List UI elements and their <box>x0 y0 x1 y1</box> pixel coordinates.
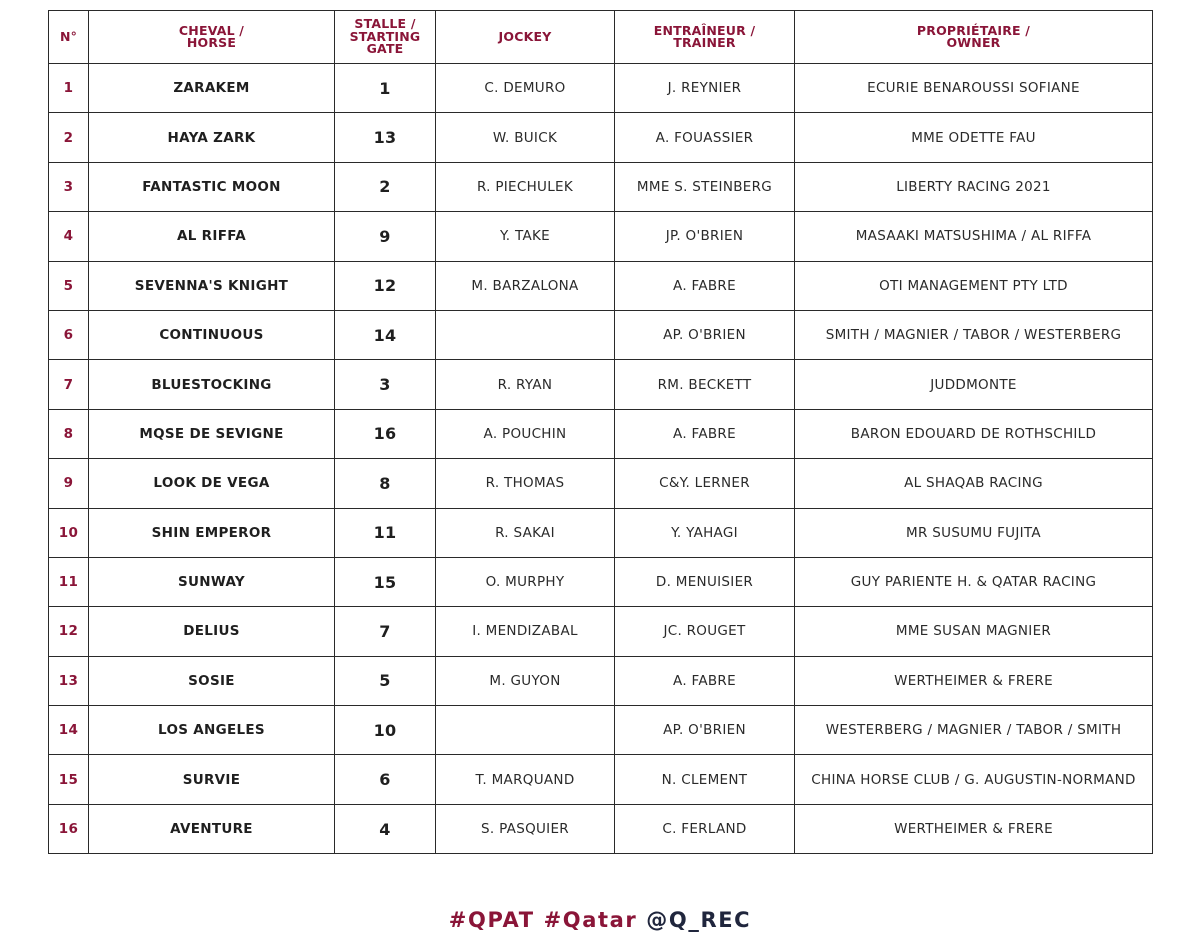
jockey-name <box>436 310 615 359</box>
owner-name: WESTERBERG / MAGNIER / TABOR / SMITH <box>795 706 1153 755</box>
horse-name: AVENTURE <box>89 804 335 853</box>
horse-name: SEVENNA'S KNIGHT <box>89 261 335 310</box>
horse-name: BLUESTOCKING <box>89 360 335 409</box>
hashtag-qpat: #QPAT <box>448 908 535 932</box>
owner-name: MME SUSAN MAGNIER <box>795 607 1153 656</box>
runner-number: 5 <box>49 261 89 310</box>
runner-number: 12 <box>49 607 89 656</box>
trainer-name: D. MENUISIER <box>615 557 795 606</box>
starting-gate: 14 <box>335 310 436 359</box>
owner-name: LIBERTY RACING 2021 <box>795 162 1153 211</box>
horse-name: LOS ANGELES <box>89 706 335 755</box>
header-trainer <box>615 11 795 64</box>
horse-name: SHIN EMPEROR <box>89 508 335 557</box>
header-trainer-line-1: ENTRAÎNEUR / <box>653 22 756 38</box>
table-row <box>49 113 1153 162</box>
table-row <box>49 656 1153 705</box>
trainer-name: N. CLEMENT <box>615 755 795 804</box>
jockey-name: R. THOMAS <box>436 459 615 508</box>
starting-gate: 6 <box>335 755 436 804</box>
owner-name: SMITH / MAGNIER / TABOR / WESTERBERG <box>795 310 1153 359</box>
runner-number: 3 <box>49 162 89 211</box>
starting-gate: 4 <box>335 804 436 853</box>
owner-name: AL SHAQAB RACING <box>795 459 1153 508</box>
trainer-name: MME S. STEINBERG <box>615 162 795 211</box>
starting-gate: 3 <box>335 360 436 409</box>
header-jockey <box>436 11 615 64</box>
horse-name: FANTASTIC MOON <box>89 162 335 211</box>
table-row <box>49 360 1153 409</box>
owner-name: WERTHEIMER & FRERE <box>795 804 1153 853</box>
runner-number: 4 <box>49 212 89 261</box>
owner-name: WERTHEIMER & FRERE <box>795 656 1153 705</box>
runner-number: 9 <box>49 459 89 508</box>
jockey-name: Y. TAKE <box>436 212 615 261</box>
table-row <box>49 212 1153 261</box>
horse-name: SUNWAY <box>89 557 335 606</box>
trainer-name: A. FABRE <box>615 409 795 458</box>
horse-name: SURVIE <box>89 755 335 804</box>
owner-name: GUY PARIENTE H. & QATAR RACING <box>795 557 1153 606</box>
horse-name: DELIUS <box>89 607 335 656</box>
runner-number: 6 <box>49 310 89 359</box>
starting-gate: 11 <box>335 508 436 557</box>
table-row <box>49 804 1153 853</box>
starting-gate: 9 <box>335 212 436 261</box>
trainer-name: J. REYNIER <box>615 64 795 113</box>
jockey-name: W. BUICK <box>436 113 615 162</box>
header-gate-line-3: GATE <box>366 41 404 57</box>
header-owner <box>795 11 1153 64</box>
starting-gate: 2 <box>335 162 436 211</box>
runner-number: 2 <box>49 113 89 162</box>
runner-number: 8 <box>49 409 89 458</box>
header-number-label: N° <box>59 28 78 44</box>
table-row <box>49 64 1153 113</box>
horse-name: HAYA ZARK <box>89 113 335 162</box>
header-row <box>49 11 1153 64</box>
runner-number: 7 <box>49 360 89 409</box>
header-trainer-line-2: TRAINER <box>673 35 736 50</box>
trainer-name: Y. YAHAGI <box>615 508 795 557</box>
runners-sheet <box>48 10 1152 854</box>
owner-name: ECURIE BENAROUSSI SOFIANE <box>795 64 1153 113</box>
starting-gate: 12 <box>335 261 436 310</box>
jockey-name: R. SAKAI <box>436 508 615 557</box>
hashtag-qatar: #Qatar <box>543 908 638 932</box>
owner-name: MME ODETTE FAU <box>795 113 1153 162</box>
header-jockey-label: JOCKEY <box>498 28 552 44</box>
runner-number: 13 <box>49 656 89 705</box>
table-body <box>49 64 1153 854</box>
trainer-name: A. FABRE <box>615 261 795 310</box>
runner-number: 1 <box>49 64 89 113</box>
starting-gate: 1 <box>335 64 436 113</box>
header-gate-line-1: STALLE / <box>354 16 416 32</box>
table-row <box>49 162 1153 211</box>
table-row <box>49 508 1153 557</box>
horse-name: MQSE DE SEVIGNE <box>89 409 335 458</box>
header-owner-line-2: OWNER <box>946 35 1001 50</box>
table-row <box>49 261 1153 310</box>
owner-name: JUDDMONTE <box>795 360 1153 409</box>
runner-number: 11 <box>49 557 89 606</box>
trainer-name: C&Y. LERNER <box>615 459 795 508</box>
horse-name: LOOK DE VEGA <box>89 459 335 508</box>
handle-q-rec: @Q_REC <box>646 908 752 932</box>
starting-gate: 15 <box>335 557 436 606</box>
trainer-name: AP. O'BRIEN <box>615 706 795 755</box>
jockey-name: M. GUYON <box>436 656 615 705</box>
starting-gate: 5 <box>335 656 436 705</box>
trainer-name: JP. O'BRIEN <box>615 212 795 261</box>
horse-name: SOSIE <box>89 656 335 705</box>
owner-name: OTI MANAGEMENT PTY LTD <box>795 261 1153 310</box>
trainer-name: A. FOUASSIER <box>615 113 795 162</box>
trainer-name: JC. ROUGET <box>615 607 795 656</box>
starting-gate: 8 <box>335 459 436 508</box>
owner-name: CHINA HORSE CLUB / G. AUGUSTIN-NORMAND <box>795 755 1153 804</box>
starting-gate: 7 <box>335 607 436 656</box>
table-row <box>49 459 1153 508</box>
hashtag-footer <box>0 908 1200 932</box>
jockey-name: R. RYAN <box>436 360 615 409</box>
starting-gate: 16 <box>335 409 436 458</box>
header-horse-line-1: CHEVAL / <box>178 22 245 38</box>
starting-gate: 13 <box>335 113 436 162</box>
jockey-name: C. DEMURO <box>436 64 615 113</box>
horse-name: AL RIFFA <box>89 212 335 261</box>
table-row <box>49 409 1153 458</box>
jockey-name: I. MENDIZABAL <box>436 607 615 656</box>
trainer-name: AP. O'BRIEN <box>615 310 795 359</box>
runners-table <box>48 10 1153 854</box>
jockey-name: M. BARZALONA <box>436 261 615 310</box>
header-gate <box>335 11 436 64</box>
header-number <box>49 11 89 64</box>
runner-number: 16 <box>49 804 89 853</box>
owner-name: MASAAKI MATSUSHIMA / AL RIFFA <box>795 212 1153 261</box>
runner-number: 10 <box>49 508 89 557</box>
table-header <box>49 11 1153 64</box>
table-row <box>49 310 1153 359</box>
runner-number: 15 <box>49 755 89 804</box>
owner-name: BARON EDOUARD DE ROTHSCHILD <box>795 409 1153 458</box>
owner-name: MR SUSUMU FUJITA <box>795 508 1153 557</box>
header-horse-line-2: HORSE <box>186 35 237 50</box>
runner-number: 14 <box>49 706 89 755</box>
jockey-name: R. PIECHULEK <box>436 162 615 211</box>
header-owner-line-1: PROPRIÉTAIRE / <box>916 22 1031 38</box>
jockey-name: T. MARQUAND <box>436 755 615 804</box>
trainer-name: C. FERLAND <box>615 804 795 853</box>
starting-gate: 10 <box>335 706 436 755</box>
jockey-name: S. PASQUIER <box>436 804 615 853</box>
horse-name: ZARAKEM <box>89 64 335 113</box>
trainer-name: RM. BECKETT <box>615 360 795 409</box>
header-gate-line-2: STARTING <box>349 28 421 44</box>
horse-name: CONTINUOUS <box>89 310 335 359</box>
table-row <box>49 706 1153 755</box>
table-row <box>49 557 1153 606</box>
jockey-name: A. POUCHIN <box>436 409 615 458</box>
trainer-name: A. FABRE <box>615 656 795 705</box>
jockey-name: O. MURPHY <box>436 557 615 606</box>
table-row <box>49 755 1153 804</box>
table-row <box>49 607 1153 656</box>
header-horse <box>89 11 335 64</box>
jockey-name <box>436 706 615 755</box>
